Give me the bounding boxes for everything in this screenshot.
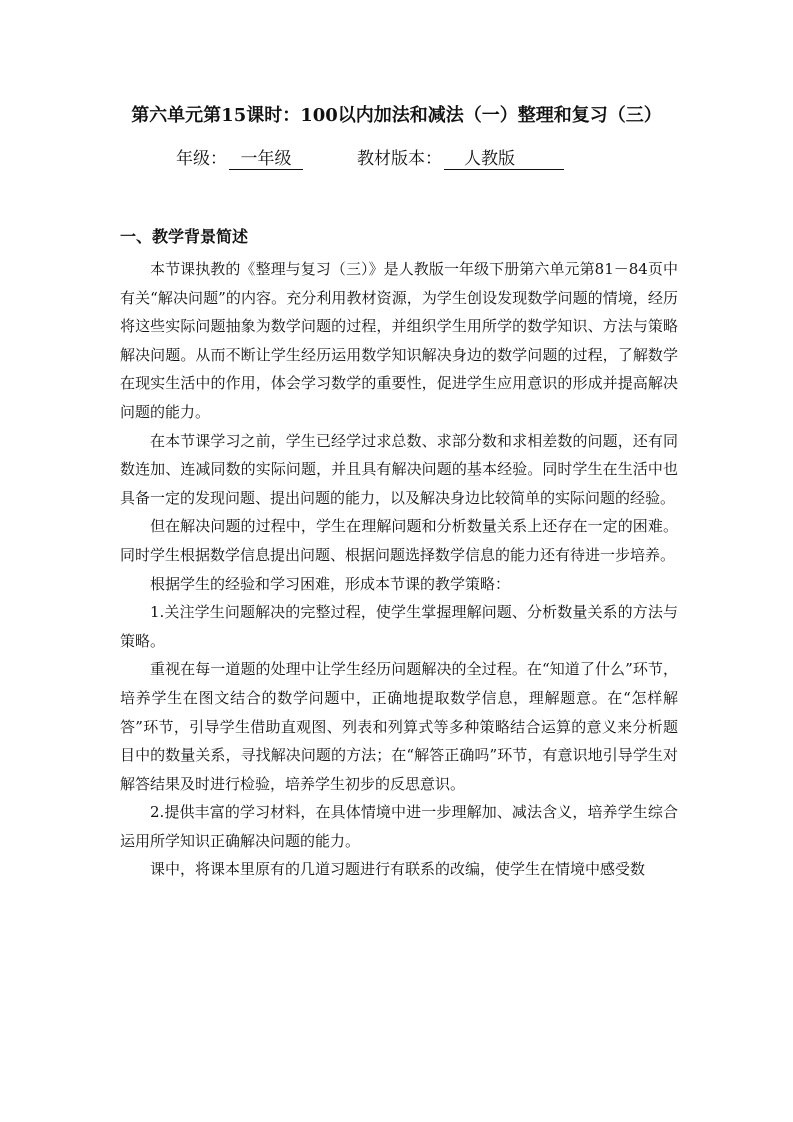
- lesson-meta: [176, 147, 564, 171]
- lesson-title: 第六单元第15课时：100以内加法和减法（一）整理和复习（三）: [131, 105, 662, 126]
- body-text: [120, 255, 678, 884]
- paragraph: 课中，将课本里原有的几道习题进行有联系的改编，使学生在情境中感受数: [150, 860, 646, 879]
- section-heading: 一、教学背景简述: [120, 227, 249, 246]
- paragraph: 在本节课学习之前，学生已经学过求总数、求部分数和求相差数的问题，还有同数连加、连减同数的实际问题，并且具有解决问题的基本经验。同时学生在生活中也具备一定的发现问题、提出问题的能力，以及解决身边比较简单的实际问题的经验。: [120, 431, 678, 507]
- paragraph: 本节课执教的《整理与复习（三）》是人教版一年级下册第六单元第81－84页中有关“解决问题”的内容。充分利用教材资源，为学生创设发现数学问题的情境，经历将这些实际问题抽象为数学问题的过程，并组织学生用所学的数学知识、方法与策略解决问题。从而不断让学生经历运用数学知识解决身边的数学问题的过程，了解数学在现实生活中的作用，体会学习数学的重要性，促进学生应用意识的形成并提高解决问题的能力。: [120, 260, 678, 421]
- paragraph: 重视在每一道题的处理中让学生经历问题解决的全过程。在“知道了什么”环节，培养学生在图文结合的数学问题中，正确地提取数学信息，理解题意。在“怎样解答”环节，引导学生借助直观图、列表和列算式等多种策略结合运算的意义来分析题目中的数量关系，寻找解决问题的方法；在“解答正确吗”环节，有意识地引导学生对解答结果及时进行检验，培养学生初步的反思意识。: [120, 660, 678, 793]
- edition-value: 人教版: [444, 149, 564, 170]
- paragraph: 根据学生的经验和学习困难，形成本节课的教学策略：: [150, 574, 511, 593]
- grade-value: 一年级: [229, 149, 303, 170]
- paragraph: 2.提供丰富的学习材料，在具体情境中进一步理解加、减法含义，培养学生综合运用所学知识正确解决问题的能力。: [120, 803, 678, 850]
- paragraph: 1.关注学生问题解决的完整过程，使学生掌握理解问题、分析数量关系的方法与策略。: [120, 603, 678, 650]
- grade-label: 年级：: [176, 149, 227, 169]
- edition-label: 教材版本：: [357, 149, 442, 169]
- paragraph: 但在解决问题的过程中，学生在理解问题和分析数量关系上还存在一定的困难。同时学生根据数学信息提出问题、根据问题选择数学信息的能力还有待进一步培养。: [120, 517, 678, 564]
